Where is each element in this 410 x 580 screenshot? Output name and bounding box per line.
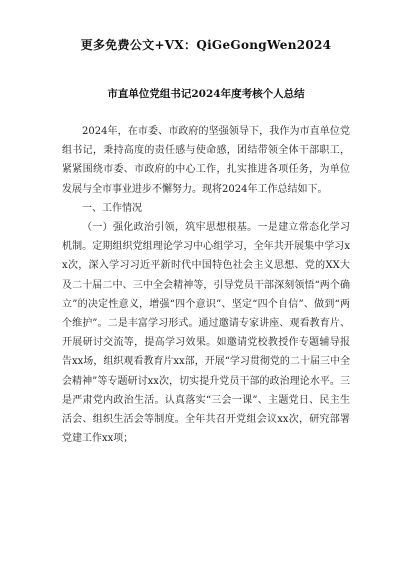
document-title: 市直单位党组书记2024年度考核个人总结 bbox=[107, 88, 305, 100]
intro-paragraph: 2024年，在市委、市政府的坚强领导下，我作为市直单位党组书记，秉持高度的责任感与使命感，团结带领全体干部职工，紧紧围绕市委、市政府的中心工作，扎实推进各项任务，为单位发展与全市事业进步不懈努力。现将2024年工作总结如下。 bbox=[62, 126, 350, 195]
section-heading: 一、工作情况 bbox=[82, 202, 142, 214]
watermark-banner: 更多免费公文+VX：QiGeGongWen2024 bbox=[80, 38, 332, 52]
section-body-paragraph: （一）强化政治引领，筑牢思想根基。一是建立常态化学习机制。定期组织党组理论学习中心组学习，全年共开展集中学习xx次，深入学习习近平新时代中国特色社会主义思想、党的XX大及二十届二中、三中全会精神等，引导党员干部深刻领悟“两个确立”的决定性意义，增强“四个意识”、坚定“四个自信”、做到“两个维护”。二是丰富学习形式。通过邀请专家讲座、观看教育片、开展研讨交流等，提高学习效果。如邀请党校教授作专题辅导报告xx场，组织观看教育片xx部，开展“学习贯彻党的二十届三中全会精神”等专题研讨xx次，切实提升党员干部的政治理论水平。三是严肃党内政治生活。认真落实“三会一课”、主题党日、民主生活会、组织生活会等制度。全年共召开党组会议xx次，研究部署党建工作xx项； bbox=[62, 222, 350, 445]
